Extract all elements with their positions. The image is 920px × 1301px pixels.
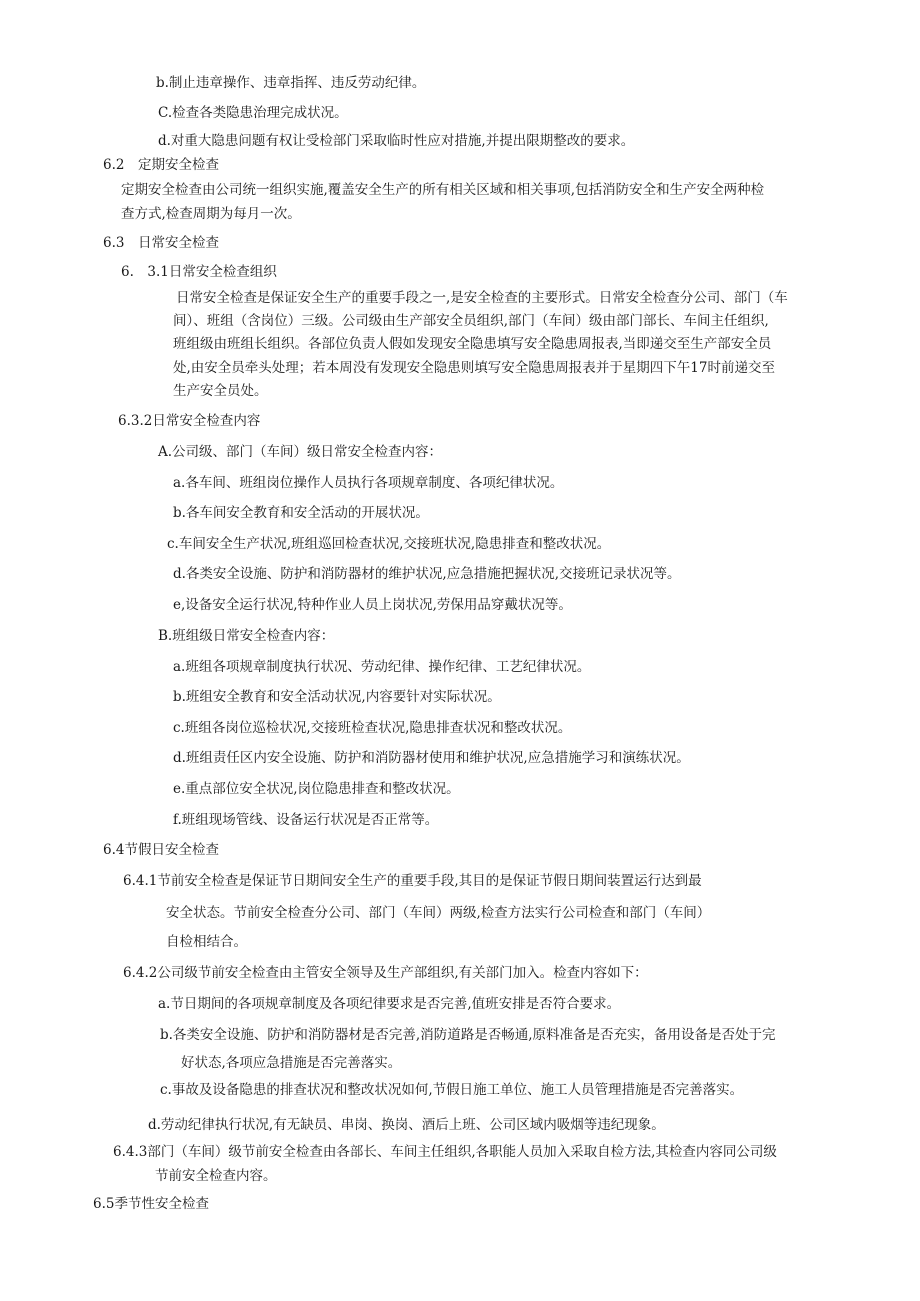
text-line: a.班组各项规章制度执行状况、劳动纪律、操作纪律、工艺纪律状况。 (173, 659, 591, 675)
text-line: c.车间安全生产状况,班组巡回检查状况,交接班状况,隐患排查和整改状况。 (167, 536, 611, 552)
text-line: 节前安全检查内容。 (155, 1168, 277, 1184)
section-heading: 6.5季节性安全检查 (93, 1196, 209, 1212)
text-line: C.检查各类隐患治理完成状况。 (158, 105, 348, 121)
text-line: 日常安全检查是保证安全生产的重要手段之一,是安全检查的主要形式。日常安全检查分公司、部门（车 (176, 290, 788, 306)
text-line: 定期安全检查由公司统一组织实施,覆盖安全生产的所有相关区域和相关事项,包括消防安全和生产安全两种检 (121, 182, 765, 198)
text-line: d.各类安全设施、防护和消防器材的维护状况,应急措施把握状况,交接班记录状况等。 (173, 566, 681, 582)
subsection-heading: 6.4.1节前安全检查是保证节日期间安全生产的重要手段,其目的是保证节假日期间装置运行达到最 (123, 873, 702, 889)
subsection-heading: 6.3.2日常安全检查内容 (118, 413, 261, 429)
text-line: e.重点部位安全状况,岗位隐患排查和整改状况。 (173, 781, 460, 797)
text-line: a.各车间、班组岗位操作人员执行各项规章制度、各项纪律状况。 (173, 475, 564, 491)
text-line: 自检相结合。 (166, 934, 247, 950)
text-line: 好状态,各项应急措施是否完善落实。 (181, 1055, 402, 1071)
subsection-heading: 6.4.2公司级节前安全检查由主管安全领导及生产部组织,有关部门加入。检查内容如下： (123, 965, 648, 981)
text-line: d.劳动纪律执行状况,有无缺员、串岗、换岗、酒后上班、公司区域内吸烟等违纪现象。 (148, 1117, 665, 1133)
text-line: 间）、班组（含岗位）三级。公司级由生产部安全员组织,部门（车间）级由部门部长、车间主任组织, (173, 313, 769, 329)
text-line: b.班组安全教育和安全活动状况,内容要针对实际状况。 (173, 689, 501, 705)
text-line: A.公司级、部门（车间）级日常安全检查内容： (158, 444, 443, 460)
text-line: d.对重大隐患问题有权让受检部门采取临时性应对措施,并提出限期整改的要求。 (158, 133, 635, 149)
text-line: b.各类安全设施、防护和消防器材是否完善,消防道路是否畅通,原料准备是否充实，备用设备是否处于完 (160, 1027, 776, 1043)
text-line: d.班组责任区内安全设施、防护和消防器材使用和维护状况,应急措施学习和演练状况。 (173, 750, 690, 766)
text-line: 查方式,检查周期为每月一次。 (121, 206, 301, 222)
section-heading: 6.3 日常安全检查 (103, 235, 219, 251)
text-line: 安全状态。节前安全检查分公司、部门（车间）两级,检查方法实行公司检查和部门（车间） (166, 905, 711, 921)
text-line: B.班组级日常安全检查内容： (158, 628, 335, 644)
text-line: c.班组各岗位巡检状况,交接班检查状况,隐患排查状况和整改状况。 (173, 720, 572, 736)
text-line: 生产安全员处。 (173, 383, 268, 399)
text-line: f.班组现场管线、设备运行状况是否正常等。 (173, 812, 439, 828)
text-line: 班组级由班组长组织。各部位负责人假如发现安全隐患填写安全隐患周报表,当即递交至生产部安全员 (173, 336, 772, 352)
subsection-heading: 6.4.3部门（车间）级节前安全检查由各部长、车间主任组织,各职能人员加入采取自检方法,其检查内容同公司级 (113, 1144, 777, 1160)
text-line: a.节日期间的各项规章制度及各项纪律要求是否完善,值班安排是否符合要求。 (158, 996, 621, 1012)
text-line: e,设备安全运行状况,特种作业人员上岗状况,劳保用品穿戴状况等。 (173, 597, 572, 613)
text-line: b.各车间安全教育和安全活动的开展状况。 (173, 505, 429, 521)
text-line: 处,由安全员牵头处理；若本周没有发现安全隐患则填写安全隐患周报表并于星期四下午17时前递交至 (173, 360, 775, 376)
text-line: b.制止违章操作、违章指挥、违反劳动纪律。 (156, 75, 426, 91)
text-line: c.事故及设备隐患的排查状况和整改状况如何,节假日施工单位、施工人员管理措施是否完善落实。 (160, 1082, 744, 1098)
subsection-heading: 6. 3.1日常安全检查组织 (121, 264, 277, 280)
section-heading: 6.2 定期安全检查 (103, 157, 219, 173)
section-heading: 6.4节假日安全检查 (103, 842, 219, 858)
